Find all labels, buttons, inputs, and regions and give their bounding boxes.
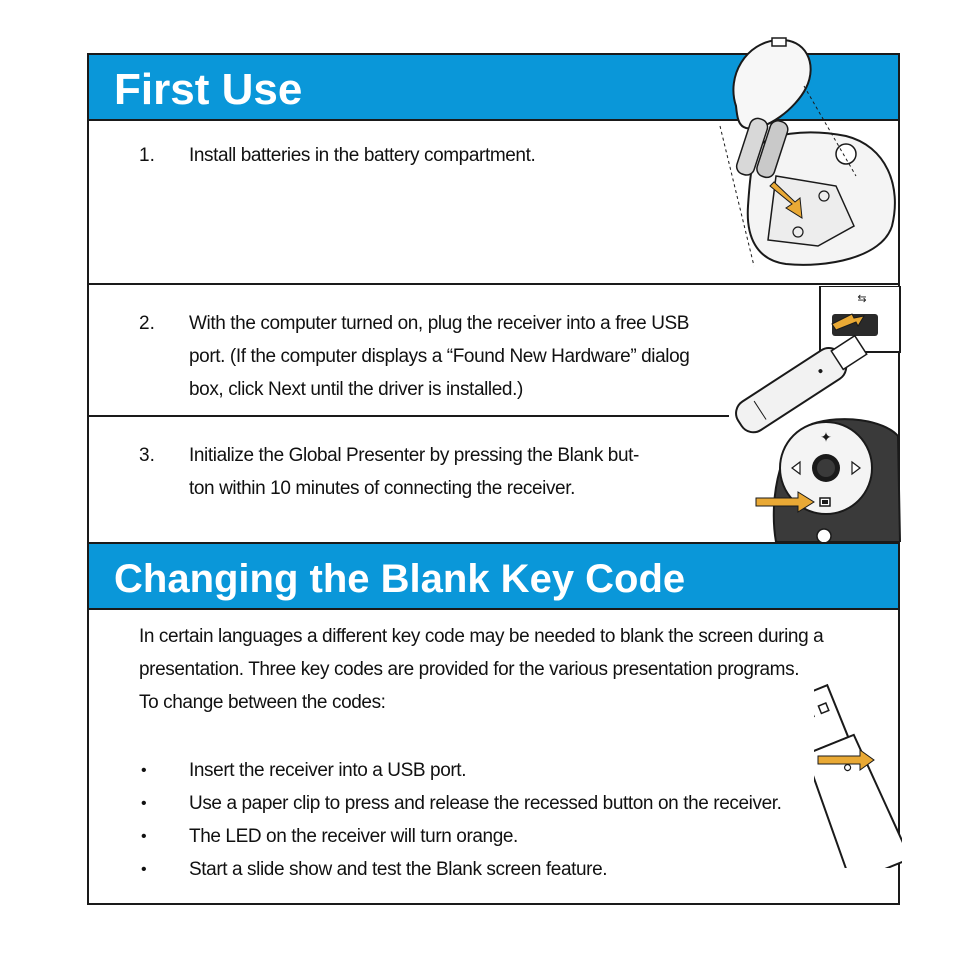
bullet-marker: • [141, 795, 147, 812]
step-2-line-3: box, click Next until the driver is installed.) [189, 379, 523, 400]
step-2-line-1: With the computer turned on, plug the receiver into a free USB [189, 313, 690, 334]
bullet-marker: • [141, 828, 147, 845]
divider [89, 283, 898, 285]
battery-compartment-illustration [706, 36, 902, 272]
bullet-item: Start a slide show and test the Blank screen feature. [189, 859, 608, 880]
bullet-marker: • [141, 861, 147, 878]
divider [89, 415, 729, 417]
step-2-number: 2. [139, 313, 155, 334]
receiver-recessed-button-illustration [814, 672, 902, 868]
intro-line-3: To change between the codes: [139, 692, 386, 713]
bullet-marker: • [141, 762, 147, 779]
intro-line-2: presentation. Three key codes are provided for the various presentation programs. [139, 659, 800, 680]
svg-text:✦: ✦ [820, 430, 832, 446]
presenter-blank-button-illustration [752, 416, 902, 542]
step-3-line-1: Initialize the Global Presenter by pressing the Blank but- [189, 445, 639, 466]
blank-key-banner [89, 542, 898, 610]
bullet-item: Insert the receiver into a USB port. [189, 760, 467, 781]
bullet-item: The LED on the receiver will turn orange. [189, 826, 518, 847]
first-use-title: First Use [114, 65, 303, 114]
intro-line-1: In certain languages a different key code may be needed to blank the screen during a [139, 626, 824, 647]
blank-key-intro [139, 620, 879, 719]
step-1-text: Install batteries in the battery compartment. [189, 145, 536, 166]
step-3-number: 3. [139, 445, 155, 466]
step-3-line-2: ton within 10 minutes of connecting the receiver. [189, 478, 575, 499]
step-2-line-2: port. (If the computer displays a “Found New Hardware” dialog [189, 346, 690, 367]
usb-symbol-icon: ⇆ [857, 292, 867, 305]
blank-key-title: Changing the Blank Key Code [114, 557, 686, 601]
step-1-number: 1. [139, 145, 155, 166]
bullet-item: Use a paper clip to press and release the recessed button on the receiver. [189, 793, 782, 814]
